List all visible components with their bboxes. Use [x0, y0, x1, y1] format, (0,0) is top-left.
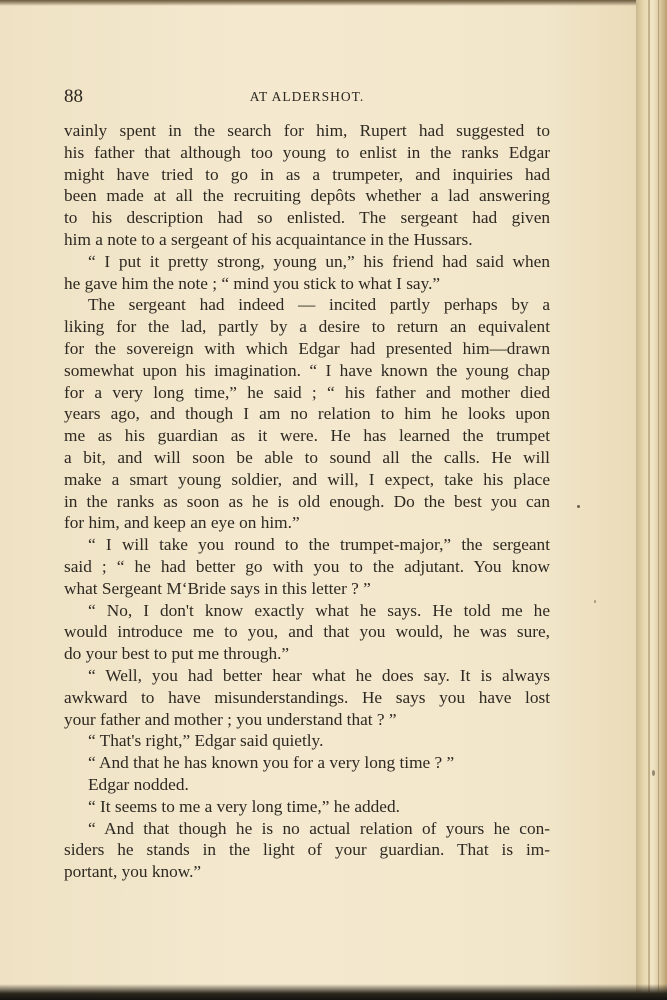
text-line: liking for the lad, partly by a desire to return an equivalent — [64, 317, 550, 337]
text-line: “ That's right,” Edgar said quietly. — [88, 731, 324, 751]
text-line: “ And that he has known you for a very long time ? ” — [88, 753, 455, 773]
body-text — [64, 120, 550, 883]
text-line: me as his guardian as it were. He has learned the trumpet — [64, 426, 550, 446]
text-line: a bit, and will soon be able to sound all the calls. He will — [64, 447, 550, 467]
text-line: might have tried to go in as a trumpeter, and inquiries had — [64, 164, 550, 184]
text-line: for the sovereign with which Edgar had presented him—drawn — [64, 338, 550, 358]
paper-speck — [577, 505, 580, 508]
text-line: Edgar nodded. — [88, 774, 189, 794]
text-line: “ I put it pretty strong, young un,” his friend had said when — [88, 251, 550, 271]
text-line: his father that although too young to enlist in the ranks Edgar — [64, 142, 550, 162]
text-line: “ I will take you round to the trumpet-major,” the sergeant — [88, 535, 550, 555]
spine-crease-outer — [658, 0, 659, 1000]
text-line: said ; “ he had better go with you to the adjutant. You know — [64, 556, 550, 576]
text-line: he gave him the note ; “ mind you stick to what I say.” — [64, 273, 441, 293]
text-line: “ Well, you had better hear what he does say. It is always — [88, 665, 550, 685]
text-line: siders he stands in the light of your guardian. That is im- — [64, 840, 550, 860]
text-line: your father and mother ; you understand that ? ” — [64, 709, 397, 729]
text-line: awkward to have misunderstandings. He says you have lost — [64, 687, 550, 707]
text-line: “ It seems to me a very long time,” he added. — [88, 796, 400, 816]
page-header — [64, 86, 550, 110]
paper-speck — [594, 600, 596, 603]
book-spine — [636, 0, 667, 1000]
text-line: for him, and keep an eye on him.” — [64, 513, 300, 533]
text-line: been made at all the recruiting depôts whether a lad answering — [64, 186, 550, 206]
text-line: “ No, I don't know exactly what he says. He told me he — [88, 600, 550, 620]
text-line: “ And that though he is no actual relation of yours he con- — [88, 818, 550, 838]
text-line: him a note to a sergeant of his acquaintance in the Hussars. — [64, 229, 473, 249]
text-line: portant, you know.” — [64, 862, 202, 882]
text-line: vainly spent in the search for him, Rupert had suggested to — [64, 121, 550, 140]
text-line: to his description had so enlisted. The sergeant had given — [64, 208, 550, 228]
text-line: somewhat upon his imagination. “ I have known the young chap — [64, 360, 550, 380]
page-bottom-edge — [0, 984, 667, 1000]
text-line: for a very long time,” he said ; “ his father and mother died — [64, 382, 550, 402]
page-top-shadow — [0, 0, 640, 6]
text-line: do your best to put me through.” — [64, 644, 290, 664]
text-line: make a smart young soldier, and will, I expect, take his place — [64, 469, 550, 489]
text-line: in the ranks as soon as he is old enough. Do the best you can — [64, 491, 550, 511]
text-line: The sergeant had indeed — incited partly perhaps by a — [88, 295, 550, 315]
paper-speck — [652, 770, 655, 776]
spine-crease — [648, 0, 650, 1000]
text-line: what Sergeant M‘Bride says in this letter ? ” — [64, 578, 371, 598]
running-head: AT ALDERSHOT. — [249, 89, 365, 104]
text-line: years ago, and though I am no relation to him he looks upon — [64, 404, 550, 424]
page-number: 88 — [64, 86, 83, 107]
text-line: would introduce me to you, and that you would, he was sure, — [64, 622, 550, 642]
